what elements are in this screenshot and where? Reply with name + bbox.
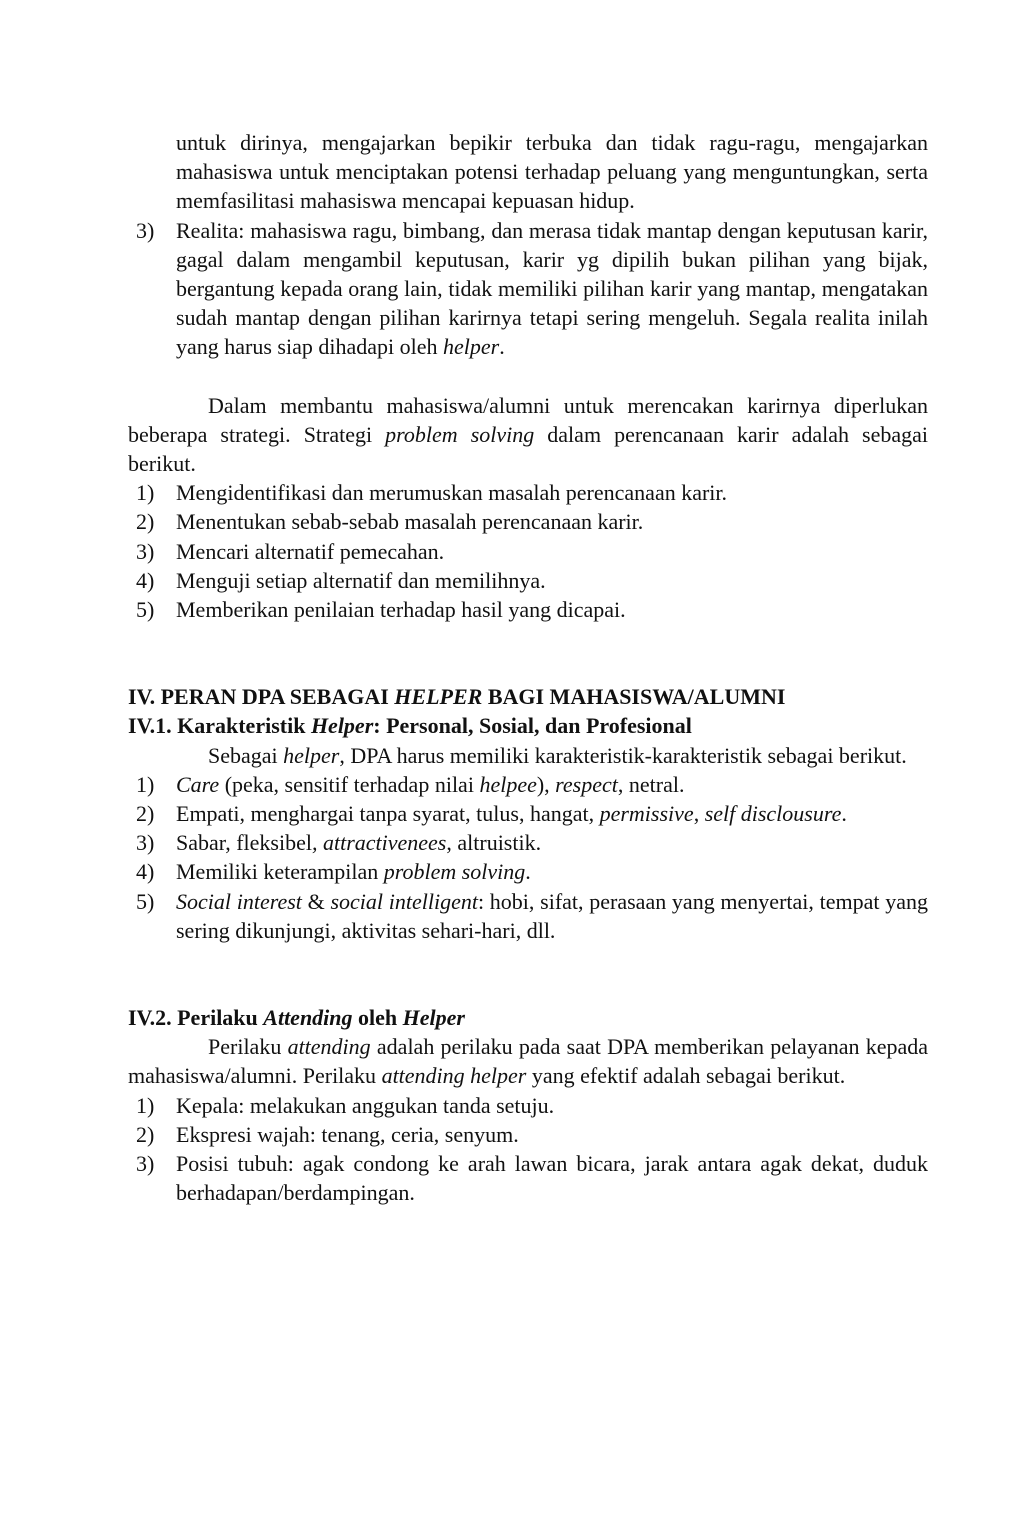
list-text: Care (peka, sensitif terhadap nilai helpee), respect, netral. — [176, 771, 685, 797]
list-text: Empati, menghargai tanpa syarat, tulus, hangat, permissive, self disclousure. — [176, 801, 847, 827]
list-text: Sabar, fleksibel, attractivenees, altruistik. — [176, 830, 542, 856]
list-number: 3) — [136, 538, 155, 564]
strategy-list — [128, 478, 928, 624]
list-item — [128, 566, 928, 595]
list-number: 4) — [136, 859, 155, 885]
list-number: 1) — [136, 771, 155, 797]
list-item — [128, 216, 928, 362]
subsection-heading-attending: IV.2. Perilaku Attending oleh Helper — [128, 1005, 465, 1031]
list-number: 5) — [136, 597, 155, 623]
list-number: 3) — [136, 1151, 155, 1177]
attending-paragraph: Perilaku attending adalah perilaku pada saat DPA memberikan pelayanan kepada mahasiswa/alumni. Perilaku attending helper yang efektif adalah sebagai berikut. — [128, 1034, 928, 1089]
list-text: Posisi tubuh: agak condong ke arah lawan bicara, jarak antara agak dekat, duduk berhadapan/berdampingan. — [176, 1151, 928, 1206]
list-item — [128, 887, 928, 945]
list-number: 2) — [136, 509, 155, 535]
list-number: 5) — [136, 888, 155, 914]
list-number: 1) — [136, 1092, 155, 1118]
list-text: Ekspresi wajah: tenang, ceria, senyum. — [176, 1121, 519, 1147]
list-item — [128, 537, 928, 566]
list-number: 3) — [136, 830, 155, 856]
list-text: Memberikan penilaian terhadap hasil yang dicapai. — [176, 597, 626, 623]
spacer — [128, 945, 928, 1003]
list-item — [128, 1120, 928, 1149]
spacer — [128, 624, 928, 682]
list-text: Menentukan sebab-sebab masalah perencanaan karir. — [176, 509, 644, 535]
list-item — [128, 478, 928, 507]
list-text: Realita: mahasiswa ragu, bimbang, dan merasa tidak mantap dengan keputusan karir, gagal dalam mengambil keputusan, karir yg dipilih bukan pilihan yang bijak, bergantung kepada orang lain, tidak memiliki pilihan karir yang mantap, mengatakan sudah mantap dengan pilihan karirnya tetapi sering mengeluh. Segala realita inilah yang harus siap dihadapi oleh helper. — [176, 217, 928, 360]
list-item — [128, 1149, 928, 1207]
list-number: 2) — [136, 1121, 155, 1147]
list-number: 1) — [136, 480, 155, 506]
subsection-heading-karakteristik: IV.1. Karakteristik Helper: Personal, Sosial, dan Profesional — [128, 713, 692, 739]
list-item — [128, 507, 928, 536]
realita-list — [128, 216, 928, 362]
karakteristik-list — [128, 770, 928, 945]
document-page — [128, 128, 928, 1208]
continued-list-text: untuk dirinya, mengajarkan bepikir terbuka dan tidak ragu-ragu, mengajarkan mahasiswa untuk menciptakan potensi terhadap peluang yang menguntungkan, serta memfasilitasi mahasiswa mencapai kepuasan hidup. — [176, 130, 928, 214]
section-heading: IV. PERAN DPA SEBAGAI HELPER BAGI MAHASISWA/ALUMNI — [128, 684, 786, 710]
list-number: 4) — [136, 567, 155, 593]
list-number: 2) — [136, 801, 155, 827]
list-item — [128, 595, 928, 624]
attending-list — [128, 1091, 928, 1208]
list-item — [128, 770, 928, 799]
list-text: Memiliki keterampilan problem solving. — [176, 859, 531, 885]
list-item — [128, 1091, 928, 1120]
list-item — [128, 828, 928, 857]
list-text: Mencari alternatif pemecahan. — [176, 538, 445, 564]
strategy-paragraph: Dalam membantu mahasiswa/alumni untuk merencakan karirnya diperlukan beberapa strategi. Strategi problem solving dalam perencanaan karir adalah sebagai berikut. — [128, 392, 928, 477]
list-text: Kepala: melakukan anggukan tanda setuju. — [176, 1092, 555, 1118]
spacer — [128, 362, 928, 391]
list-text: Menguji setiap alternatif dan memilihnya. — [176, 567, 546, 593]
list-text: Social interest & social intelligent: hobi, sifat, perasaan yang menyertai, tempat yang sering dikunjungi, aktivitas sehari-hari, dll. — [176, 888, 928, 943]
list-item — [128, 857, 928, 886]
karakteristik-paragraph: Sebagai helper, DPA harus memiliki karakteristik-karakteristik sebagai berikut. — [208, 742, 907, 768]
list-item — [128, 799, 928, 828]
list-number: 3) — [136, 217, 155, 243]
list-text: Mengidentifikasi dan merumuskan masalah perencanaan karir. — [176, 480, 728, 506]
